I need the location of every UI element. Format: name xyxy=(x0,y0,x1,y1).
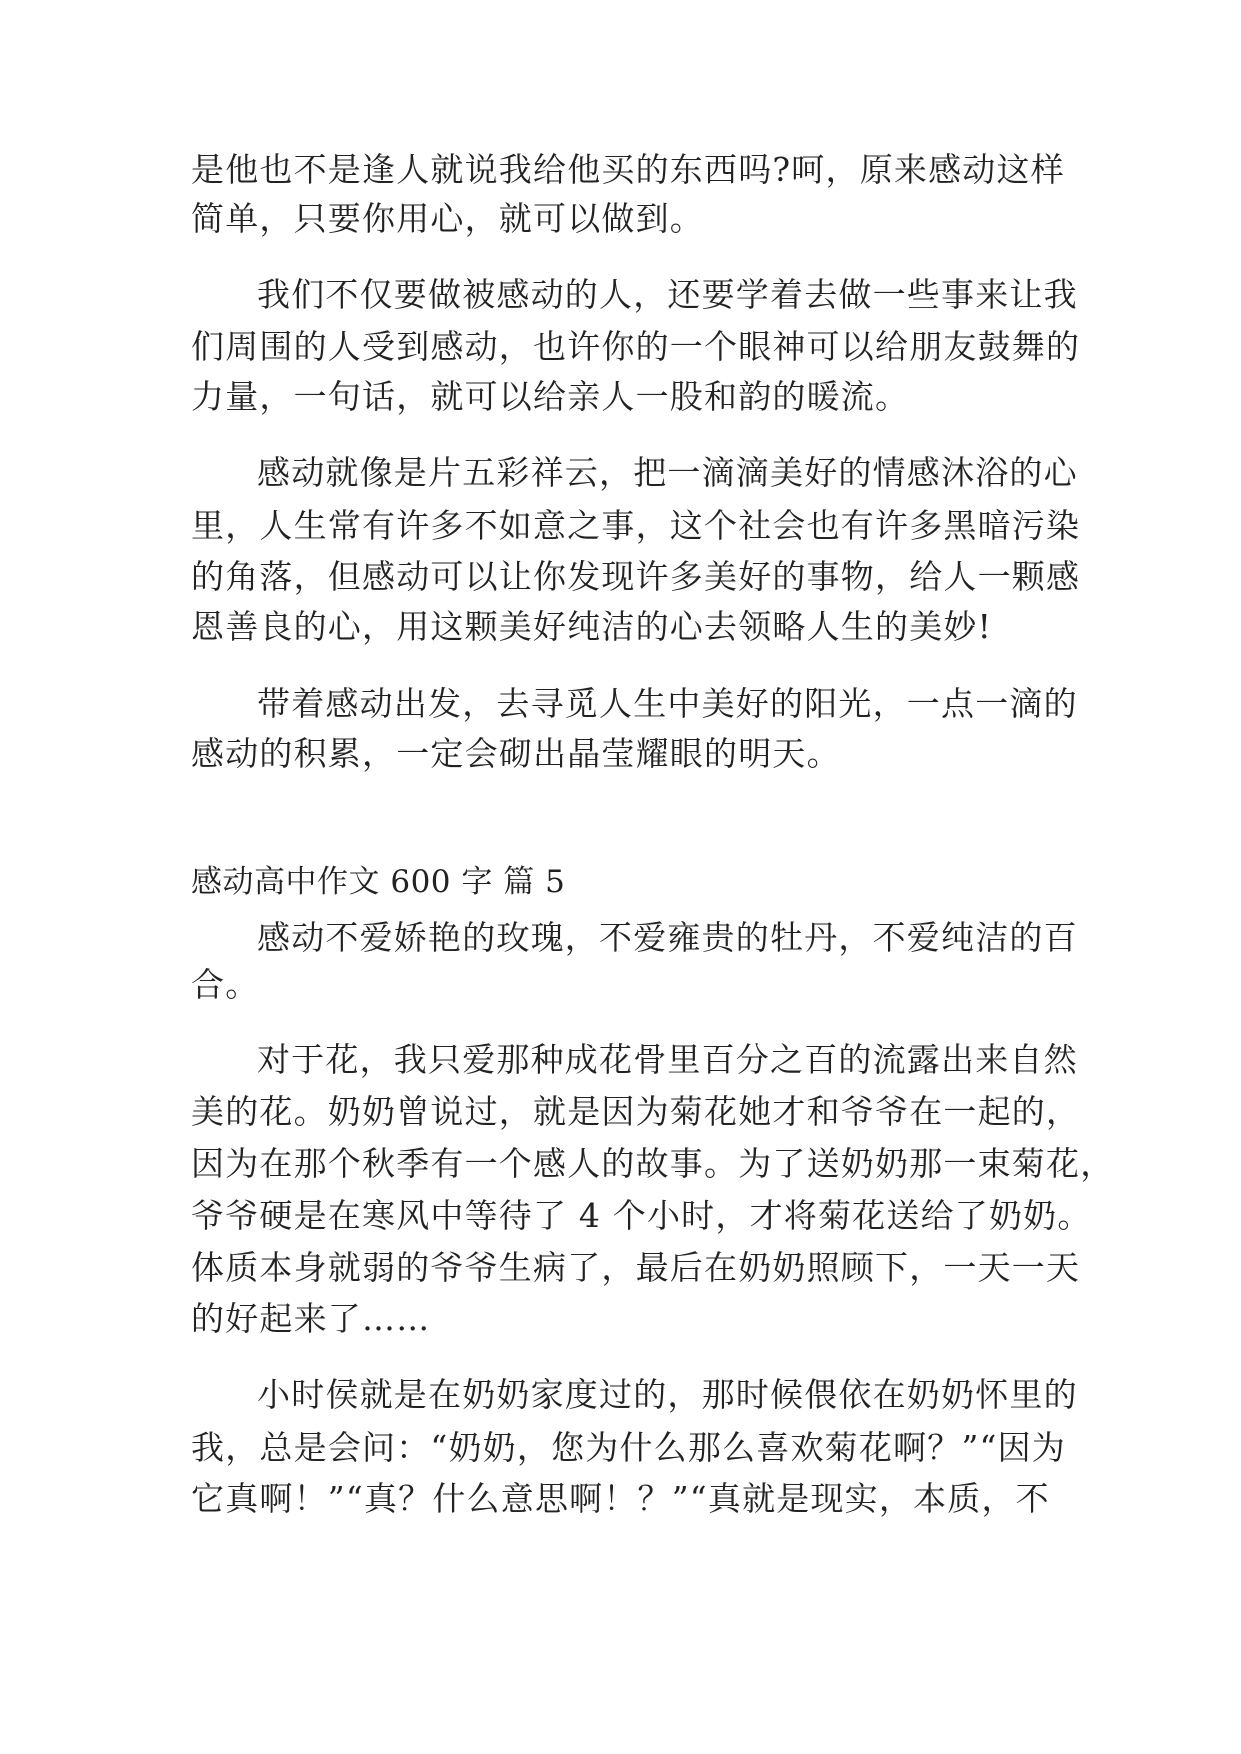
text-line: 的好起来了…… xyxy=(191,1299,431,1338)
text-line: 是他也不是逢人就说我给他买的东西吗?呵，原来感动这样 xyxy=(191,150,1065,189)
text-line: 爷爷硬是在寒风中等待了 4 个小时，才将菊花送给了奶奶。 xyxy=(191,1196,1092,1235)
text-line: 们周围的人受到感动，也许你的一个眼神可以给朋友鼓舞的 xyxy=(191,327,1081,366)
text-line: 恩善良的心，用这颗美好纯洁的心去领略人生的美妙! xyxy=(191,607,993,646)
text-line: 体质本身就弱的爷爷生病了，最后在奶奶照顾下，一天一天 xyxy=(191,1248,1081,1287)
text-line: 我，总是会问：“奶奶，您为什么那么喜欢菊花啊？”“因为 xyxy=(191,1428,1067,1467)
paragraph-start-line: 感动不爱娇艳的玫瑰，不爱雍贵的牡丹，不爱纯洁的百 xyxy=(257,918,1078,957)
text-line: 简单，只要你用心，就可以做到。 xyxy=(191,199,704,238)
text-line: 合。 xyxy=(191,965,260,1004)
paragraph-start-line: 小时侯就是在奶奶家度过的，那时候偎依在奶奶怀里的 xyxy=(257,1375,1078,1414)
text-line: 感动的积累，一定会砌出晶莹耀眼的明天。 xyxy=(191,734,841,773)
text-line: 里，人生常有许多不如意之事，这个社会也有许多黑暗污染 xyxy=(191,506,1081,545)
text-line: 的角落，但感动可以让你发现许多美好的事物，给人一颗感 xyxy=(191,557,1081,596)
paragraph-start-line: 感动就像是片五彩祥云，把一滴滴美好的情感沐浴的心 xyxy=(257,453,1078,492)
text-line: 力量，一句话，就可以给亲人一股和韵的暖流。 xyxy=(191,377,910,416)
text-line: 因为在那个秋季有一个感人的故事。为了送奶奶那一束菊花， xyxy=(191,1144,1115,1183)
text-line: 它真啊！”“真？什么意思啊！？”“真就是现实，本质，不 xyxy=(191,1479,1050,1518)
paragraph-start-line: 我们不仅要做被感动的人，还要学着去做一些事来让我 xyxy=(257,275,1078,314)
text-line: 美的花。奶奶曾说过，就是因为菊花她才和爷爷在一起的， xyxy=(191,1092,1081,1131)
paragraph-start-line: 带着感动出发，去寻觅人生中美好的阳光，一点一滴的 xyxy=(257,684,1078,723)
section-heading: 感动高中作文 600 字 篇 5 xyxy=(191,864,566,900)
paragraph-start-line: 对于花，我只爱那种成花骨里百分之百的流露出来自然 xyxy=(257,1040,1078,1079)
